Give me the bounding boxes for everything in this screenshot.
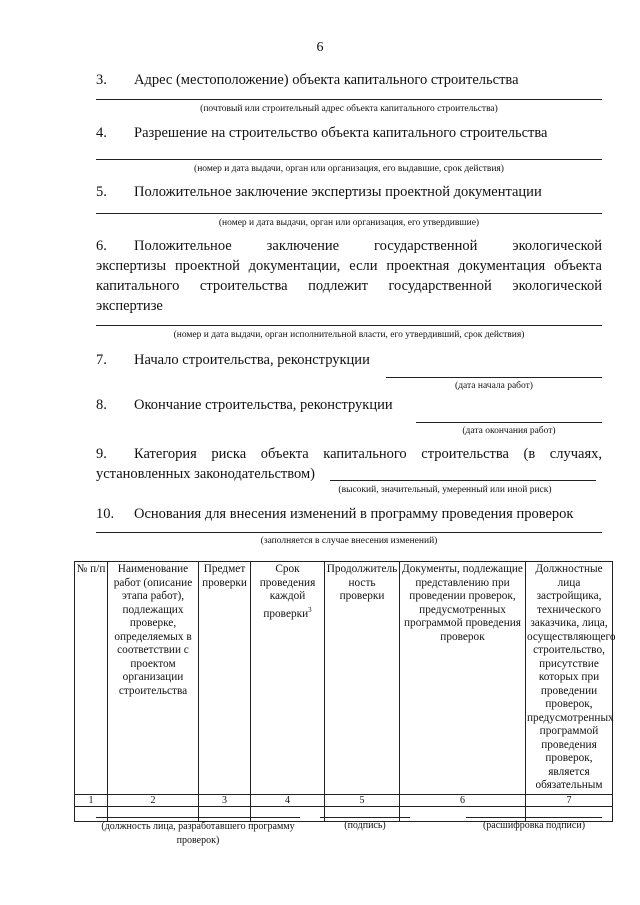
signature-position-line	[96, 817, 300, 818]
signature-position-caption: (должность лица, разработавшего программу проверок)	[101, 821, 295, 846]
item-7-fill-line	[386, 377, 602, 378]
column-number: 1	[75, 794, 108, 806]
item-9-line-1: Категория риска объекта капитального строительства (в случаях,	[134, 446, 602, 462]
item-8-caption: (дата окончания работ)	[462, 426, 556, 436]
item-9: 9. Категория риска объекта капитального строительства (в случаях, установленных законодательством)	[96, 446, 602, 482]
item-7-caption: (дата начала работ)	[455, 381, 533, 391]
column-number: 3	[199, 794, 251, 806]
footnote-mark: 3	[308, 605, 312, 614]
item-3-text: Адрес (местоположение) объекта капитального строительства	[134, 72, 519, 88]
table-cell	[251, 806, 325, 821]
signature-name-caption: (расшифровка подписи)	[482, 820, 586, 831]
item-10-fill-line	[96, 532, 602, 533]
item-10-caption: (заполняется в случае внесения изменений)	[260, 536, 438, 546]
table-column-numbers-row	[75, 794, 613, 806]
item-6-line-1: Положительное заключение государственной экологической	[134, 238, 602, 254]
table-empty-row	[75, 806, 613, 821]
item-5-text: Положительное заключение экспертизы проектной документации	[134, 184, 542, 200]
table-cell	[75, 806, 108, 821]
header-officials: Должностные лица застройщика, технического заказчика, лица, осуществляющего строительство, присутствие которых при проведении проверок, предусмотренных программой проведения проверок, является обязательным	[526, 562, 613, 795]
table-cell	[400, 806, 526, 821]
inspection-program-table	[74, 561, 616, 822]
page-number: 6	[316, 40, 324, 55]
item-6: 6. Положительное заключение государственной экологической экспертизы проектной документации, если проектная документация объекта капитального строительства подлежит государственной экологической экспертизе	[96, 238, 602, 314]
column-number: 2	[108, 794, 199, 806]
header-term: Срок проведения каждой проверки$^3$	[251, 562, 325, 795]
item-8-fill-line	[416, 422, 602, 423]
header-work-name: Наименование работ (описание этапа работ), подлежащих проверке, определяемых в соответствии с проектом организации строительства	[108, 562, 199, 795]
item-5-fill-line	[96, 213, 602, 214]
table-cell	[108, 806, 199, 821]
item-9-caption: (высокий, значительный, умеренный или иной риск)	[338, 485, 552, 495]
item-6-line-4: экспертизе	[96, 298, 163, 314]
item-6-line-3: капитального строительства подлежит государственной экологической	[96, 278, 602, 294]
item-3: 3. Адрес (местоположение) объекта капитального строительства	[96, 72, 519, 88]
header-number: № п/п	[75, 562, 108, 795]
item-10: 10. Основания для внесения изменений в программу проведения проверок	[96, 506, 574, 522]
item-3-fill-line	[96, 99, 602, 100]
item-5-caption: (номер и дата выдачи, орган или организация, его утвердившие)	[218, 218, 480, 228]
header-duration: Продолжитель ность проверки	[325, 562, 400, 795]
item-6-fill-line	[96, 325, 602, 326]
table-header-row	[75, 562, 613, 795]
item-9-line-2: установленных законодательством)	[96, 466, 315, 482]
signature-sign-caption: (подпись)	[344, 820, 386, 831]
item-10-text: Основания для внесения изменений в программу проведения проверок	[134, 506, 574, 522]
table-cell	[199, 806, 251, 821]
item-6-caption: (номер и дата выдачи, орган исполнительной власти, его утвердивший, срок действия)	[173, 330, 525, 340]
signature-name-line	[466, 817, 602, 818]
item-7-text: Начало строительства, реконструкции	[134, 352, 370, 368]
item-9-fill-line	[330, 480, 596, 481]
column-number: 5	[325, 794, 400, 806]
signature-sign-line	[320, 817, 410, 818]
item-6-line-2: экспертизы проектной документации, если проектная документация объекта	[96, 258, 602, 274]
table-cell	[325, 806, 400, 821]
item-8-text: Окончание строительства, реконструкции	[134, 397, 393, 413]
item-4-caption: (номер и дата выдачи, орган или организация, его выдавшие, срок действия)	[194, 164, 504, 174]
column-number: 7	[526, 794, 613, 806]
item-3-caption: (почтовый или строительный адрес объекта капитального строительства)	[200, 104, 498, 114]
header-documents: Документы, подлежащие представлению при проведении проверок, предусмотренных программой проведения проверок	[400, 562, 526, 795]
header-subject: Предмет проверки	[199, 562, 251, 795]
table-cell	[526, 806, 613, 821]
item-7: 7. Начало строительства, реконструкции	[96, 352, 370, 368]
item-5: 5. Положительное заключение экспертизы проектной документации	[96, 184, 542, 200]
item-4-fill-line	[96, 159, 602, 160]
column-number: 6	[400, 794, 526, 806]
item-8: 8. Окончание строительства, реконструкции	[96, 397, 393, 413]
item-4: 4. Разрешение на строительство объекта капитального строительства	[96, 125, 548, 141]
column-number: 4	[251, 794, 325, 806]
item-4-text: Разрешение на строительство объекта капитального строительства	[134, 125, 548, 141]
